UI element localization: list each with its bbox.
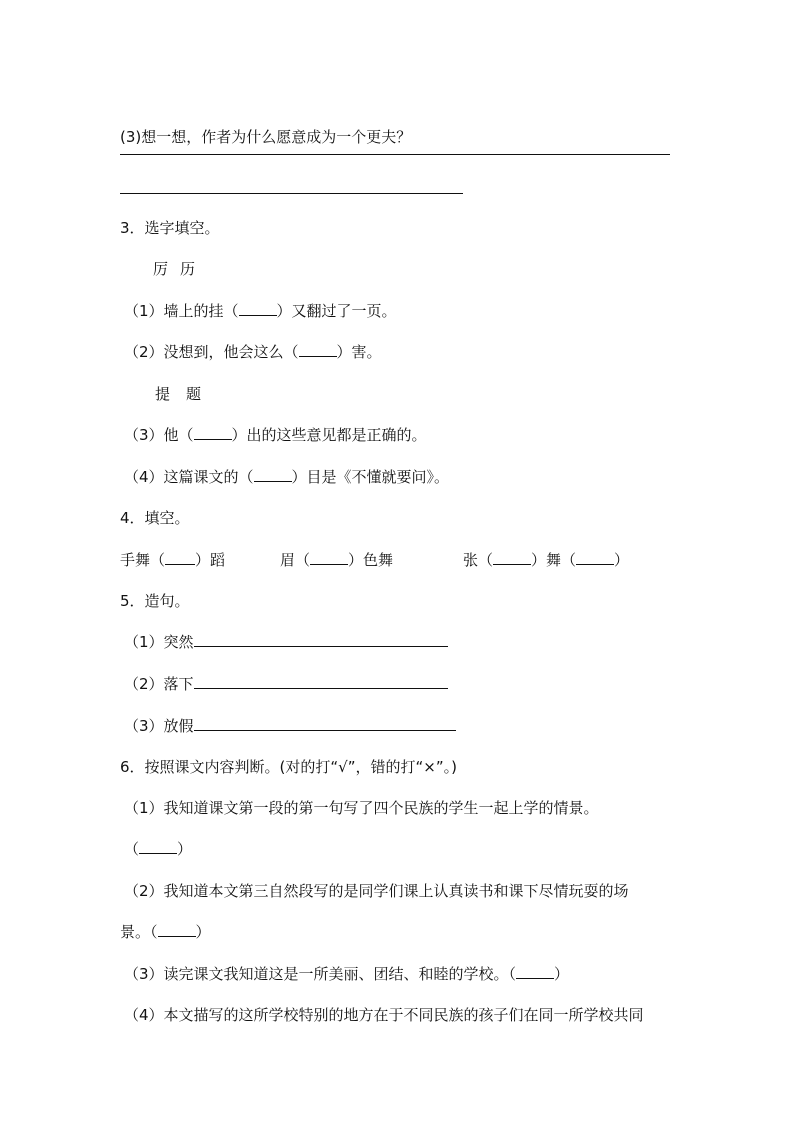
question-5-title: 5．造句。 bbox=[120, 592, 190, 610]
char-option: 提 bbox=[155, 385, 171, 403]
judge-blank[interactable] bbox=[158, 922, 196, 937]
fill-blank[interactable] bbox=[194, 425, 232, 440]
question-5-item-3: （3）放假 bbox=[124, 716, 456, 736]
answer-line-1 bbox=[120, 154, 670, 155]
fill-blank[interactable] bbox=[165, 550, 195, 565]
idiom-1: 手舞（ ）蹈 bbox=[120, 551, 226, 569]
answer-line-2 bbox=[120, 193, 463, 194]
char-group-2 bbox=[155, 384, 201, 404]
question-5-item-2: （2）落下 bbox=[124, 674, 448, 694]
question-3-item-4: （4）这篇课文的（ ）目是《不懂就要问》。 bbox=[124, 468, 450, 486]
fill-blank[interactable] bbox=[299, 342, 337, 357]
char-option: 题 bbox=[186, 385, 202, 403]
char-group-1 bbox=[153, 259, 195, 279]
question-6-item-1-answer: （ ） bbox=[124, 840, 193, 858]
idiom-3: 张（ ）舞（ ） bbox=[463, 551, 630, 569]
question-3-item-2: （2）没想到，他会这么（ ）害。 bbox=[124, 343, 382, 361]
question-5-item-1: （1）突然 bbox=[124, 632, 448, 652]
fill-blank[interactable] bbox=[254, 467, 292, 482]
fill-blank[interactable] bbox=[239, 301, 277, 316]
judge-blank[interactable] bbox=[139, 839, 177, 854]
judge-blank[interactable] bbox=[516, 964, 554, 979]
question-6-item-1: （1）我知道课文第一段的第一句写了四个民族的学生一起上学的情景。 bbox=[124, 799, 599, 817]
fill-blank[interactable] bbox=[310, 550, 348, 565]
question-6-item-2-line-2: 景。（ ） bbox=[120, 923, 211, 941]
question-3-title: 3．选字填空。 bbox=[120, 219, 220, 237]
char-option: 历 bbox=[180, 260, 196, 278]
question-3-item-1: （1）墙上的挂（ ）又翻过了一页。 bbox=[124, 302, 397, 320]
fill-blank[interactable] bbox=[576, 550, 614, 565]
sentence-blank[interactable] bbox=[194, 632, 448, 647]
sentence-blank[interactable] bbox=[194, 674, 448, 689]
question-6-item-3: （3）读完课文我知道这是一所美丽、团结、和睦的学校。（ ） bbox=[124, 965, 570, 983]
question-6-item-2-line-1: （2）我知道本文第三自然段写的是同学们课上认真读书和课下尽情玩耍的场 bbox=[124, 882, 629, 900]
fill-blank[interactable] bbox=[493, 550, 531, 565]
question-3-item-3: （3）他（ ）出的这些意见都是正确的。 bbox=[124, 426, 427, 444]
question-2-3: (3)想一想，作者为什么愿意成为一个更夫？ bbox=[120, 128, 412, 146]
question-4-title: 4．填空。 bbox=[120, 509, 190, 527]
sentence-blank[interactable] bbox=[194, 716, 456, 731]
question-6-item-4: （4）本文描写的这所学校特别的地方在于不同民族的孩子们在同一所学校共同 bbox=[124, 1006, 644, 1024]
idiom-2: 眉（ ）色舞 bbox=[280, 551, 394, 569]
char-option: 厉 bbox=[153, 260, 169, 278]
question-6-title: 6．按照课文内容判断。(对的打“√”，错的打“×”。) bbox=[120, 758, 457, 776]
